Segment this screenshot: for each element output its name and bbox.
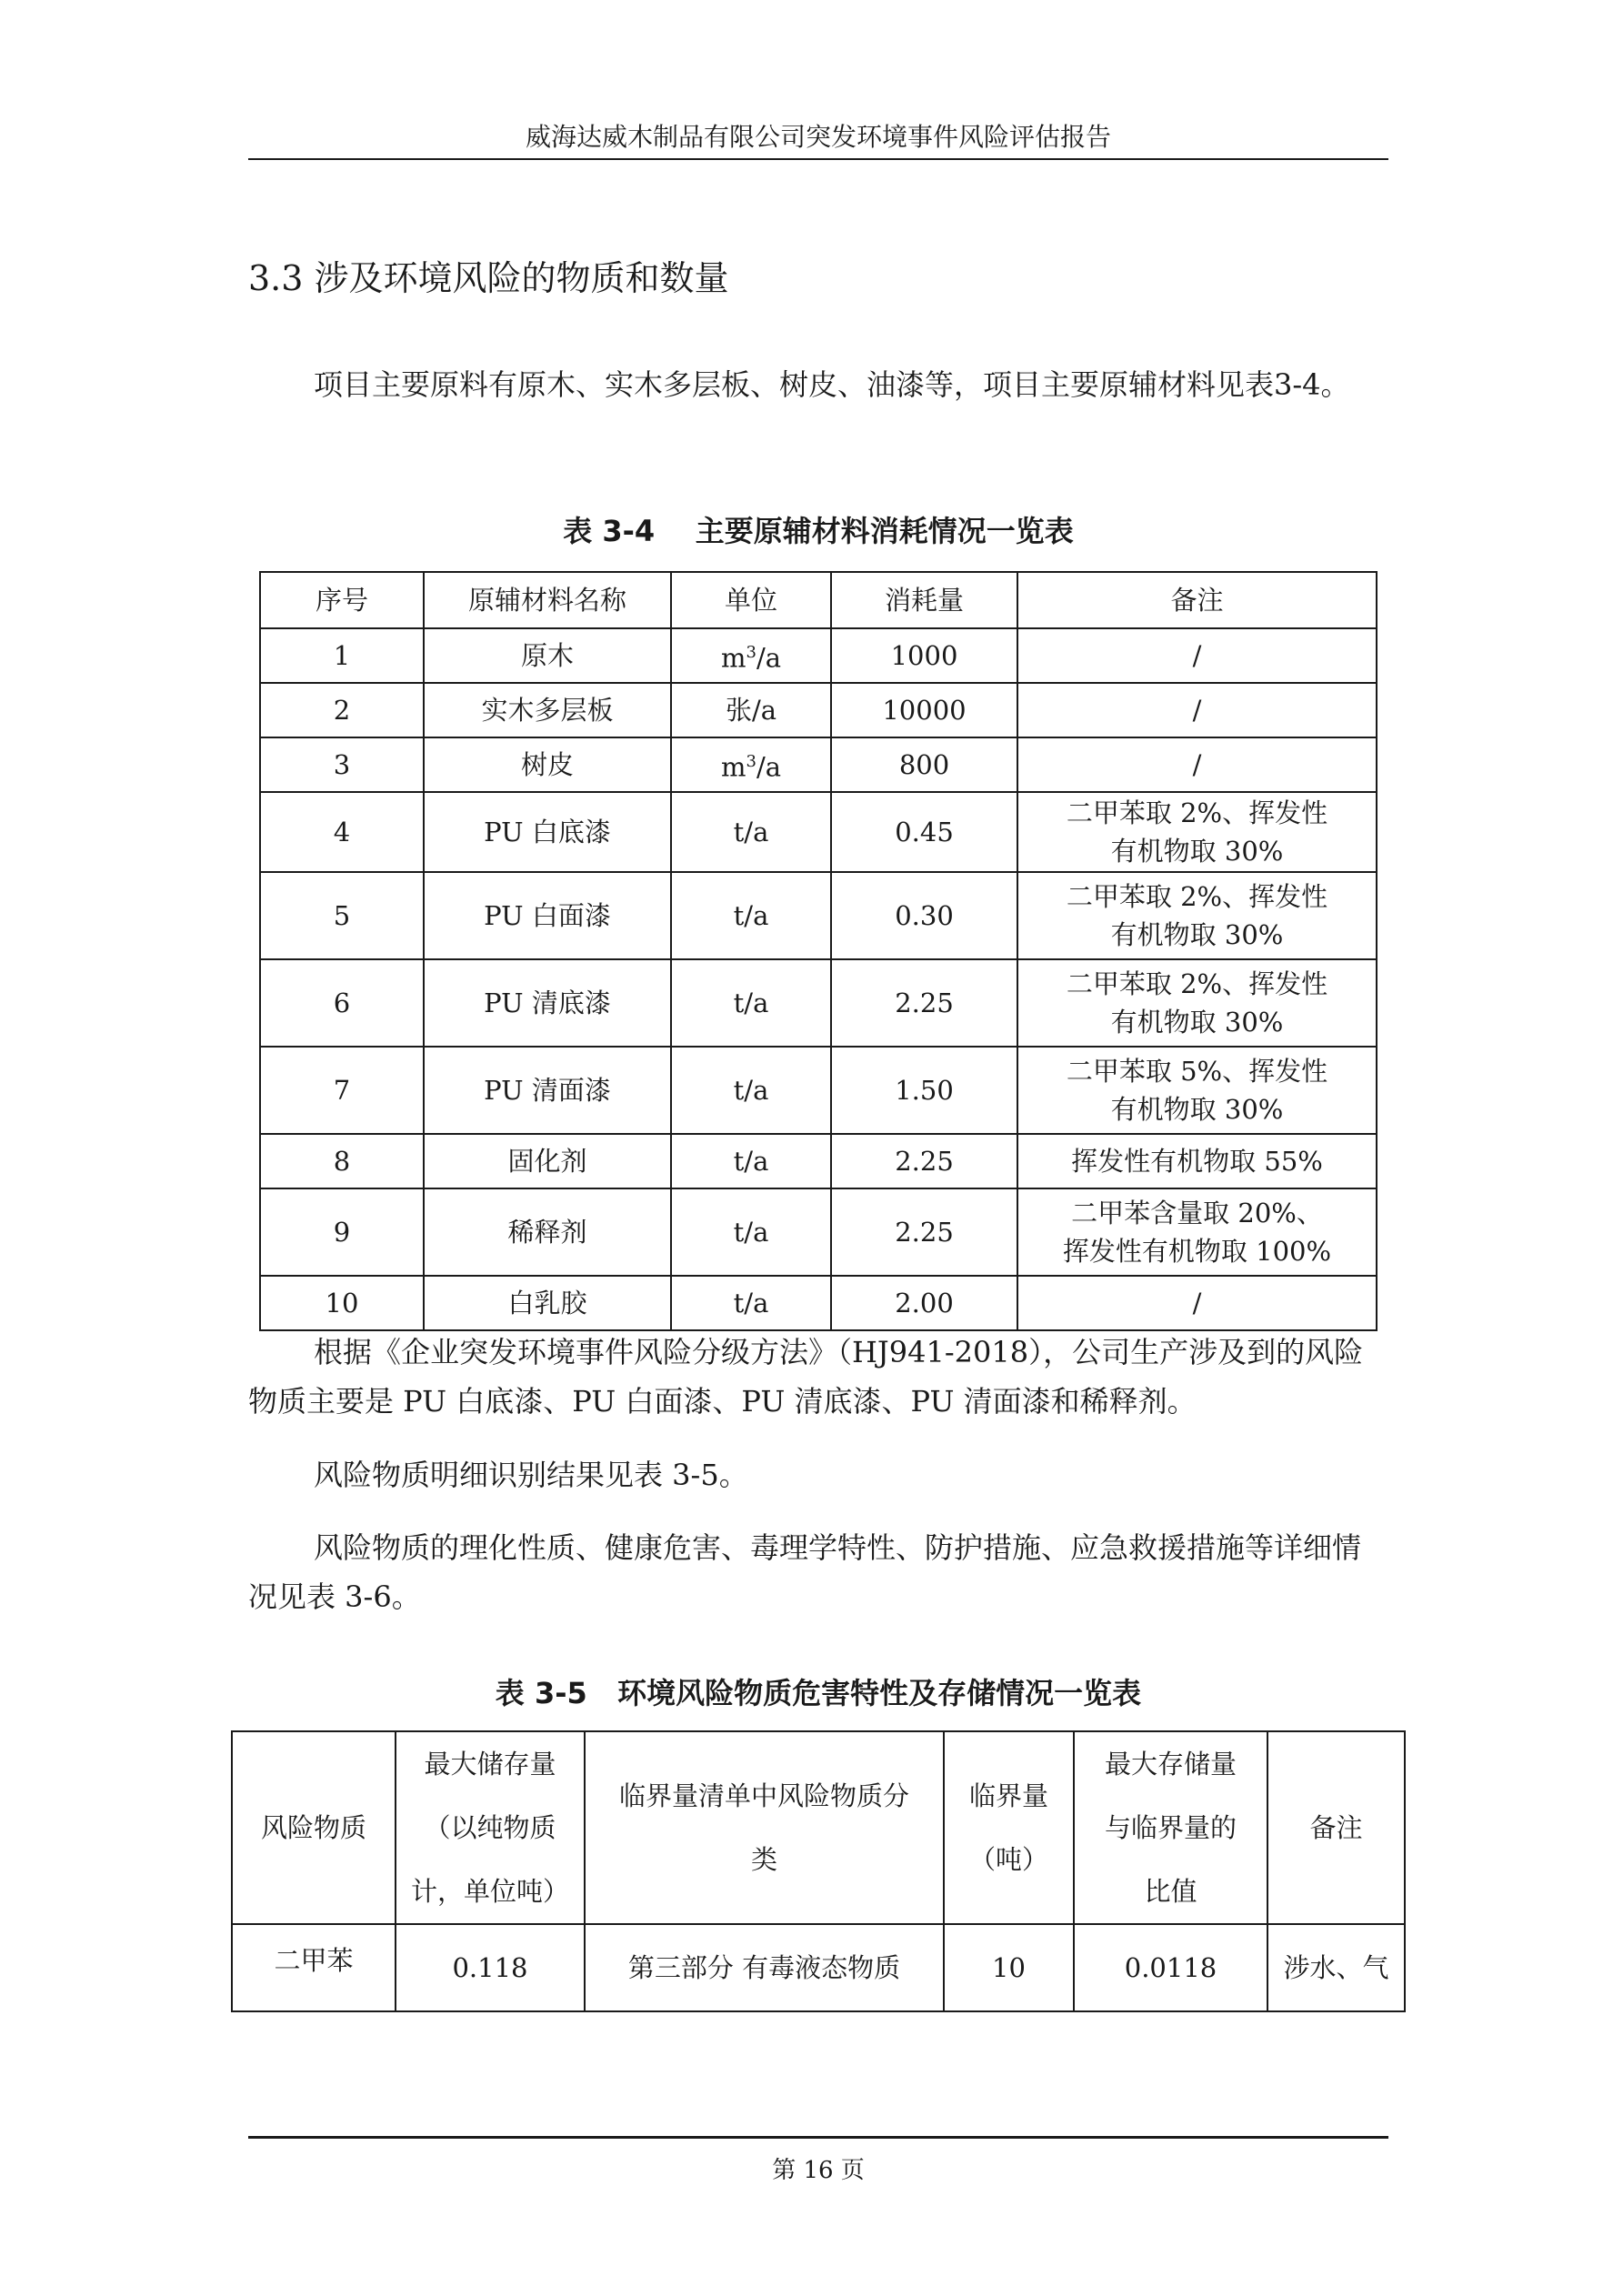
cell-no: 1 bbox=[260, 628, 424, 683]
unit-base: t/a bbox=[733, 1288, 769, 1318]
table-row bbox=[260, 1188, 1377, 1276]
cell-unit bbox=[671, 959, 831, 1047]
table-row bbox=[232, 1924, 1405, 2011]
cell-no: 2 bbox=[260, 683, 424, 737]
col-header-substance: 风险物质 bbox=[232, 1731, 396, 1924]
remark-line-1: / bbox=[1192, 1288, 1202, 1318]
table-row bbox=[260, 872, 1377, 959]
cell-ratio: 0.0118 bbox=[1074, 1924, 1267, 2011]
cell-unit bbox=[671, 1134, 831, 1188]
remark-line-1: / bbox=[1192, 640, 1202, 671]
unit-base: m bbox=[720, 751, 746, 783]
unit-base: t/a bbox=[733, 988, 769, 1018]
cell-unit bbox=[671, 737, 831, 792]
header-line: （吨） bbox=[968, 1844, 1048, 1875]
cell-unit bbox=[671, 872, 831, 959]
remark-line-1: 二甲苯含量取 20%、 bbox=[1071, 1198, 1323, 1228]
cell-amount: 2.00 bbox=[831, 1276, 1017, 1330]
cell-no: 4 bbox=[260, 792, 424, 872]
unit-base: t/a bbox=[733, 817, 769, 847]
page-header: 威海达威木制品有限公司突发环境事件风险评估报告 bbox=[525, 122, 1111, 152]
header-line: （以纯物质 bbox=[424, 1812, 556, 1843]
cell-remark bbox=[1017, 872, 1377, 959]
cell-remark bbox=[1017, 628, 1377, 683]
cell-no: 6 bbox=[260, 959, 424, 1047]
table-row bbox=[260, 1047, 1377, 1134]
cell-no: 9 bbox=[260, 1188, 424, 1276]
body-paragraph-2: 风险物质明细识别结果见表 3-5。 bbox=[314, 1458, 748, 1492]
col-header-ratio bbox=[1074, 1731, 1267, 1924]
col-header-max-storage bbox=[396, 1731, 585, 1924]
section-title: 3.3 涉及环境风险的物质和数量 bbox=[248, 258, 729, 298]
col-header-remark: 备注 bbox=[1017, 572, 1377, 628]
page-number: 第 16 页 bbox=[772, 2157, 865, 2184]
unit-base: t/a bbox=[733, 1217, 769, 1248]
cell-name: 稀释剂 bbox=[424, 1188, 671, 1276]
unit-base: t/a bbox=[733, 900, 769, 931]
cell-unit bbox=[671, 1188, 831, 1276]
cell-name: 树皮 bbox=[424, 737, 671, 792]
cell-remark bbox=[1017, 1047, 1377, 1134]
risk-table-header-row bbox=[232, 1731, 1405, 1924]
cell-name: 白乳胶 bbox=[424, 1276, 671, 1330]
unit-sup: 3 bbox=[746, 752, 756, 772]
remark-line-1: 二甲苯取 5%、挥发性 bbox=[1066, 1056, 1328, 1087]
remark-line-1: / bbox=[1192, 695, 1202, 726]
cell-amount: 10000 bbox=[831, 683, 1017, 737]
remark-line-2: 有机物取 30% bbox=[1110, 836, 1284, 867]
remark-line-1: / bbox=[1192, 749, 1202, 780]
remark-line-1: 二甲苯取 2%、挥发性 bbox=[1066, 968, 1328, 999]
cell-name: PU 白面漆 bbox=[424, 872, 671, 959]
table-row bbox=[260, 737, 1377, 792]
header-line: 与临界量的 bbox=[1104, 1812, 1237, 1843]
cell-remark bbox=[1017, 737, 1377, 792]
materials-table bbox=[259, 571, 1378, 1331]
col-header-no: 序号 bbox=[260, 572, 424, 628]
risk-substance-table bbox=[231, 1730, 1406, 2012]
remark-line-2: 有机物取 30% bbox=[1110, 1007, 1284, 1038]
cell-amount: 2.25 bbox=[831, 1188, 1017, 1276]
cell-no: 3 bbox=[260, 737, 424, 792]
cell-remark bbox=[1017, 1188, 1377, 1276]
col-header-threshold bbox=[944, 1731, 1074, 1924]
header-line: 比值 bbox=[1144, 1876, 1197, 1907]
table-row bbox=[260, 683, 1377, 737]
unit-base: 张/a bbox=[725, 695, 777, 726]
cell-no: 10 bbox=[260, 1276, 424, 1330]
body-paragraph-1: 根据《企业突发环境事件风险分级方法》（HJ941-2018），公司生产涉及到的风险物质主要是 PU 白底漆、PU 白面漆、PU 清底漆、PU 清面漆和稀释剂。 bbox=[248, 1335, 1364, 1419]
cell-amount: 2.25 bbox=[831, 1134, 1017, 1188]
unit-base: t/a bbox=[733, 1075, 769, 1106]
table-row bbox=[260, 792, 1377, 872]
cell-max-storage: 0.118 bbox=[396, 1924, 585, 2011]
unit-tail: /a bbox=[756, 642, 781, 674]
intro-paragraph: 项目主要原料有原木、实木多层板、树皮、油漆等，项目主要原辅材料见表3-4。 bbox=[314, 367, 1350, 402]
header-line: 计，单位吨） bbox=[410, 1876, 569, 1907]
table-row bbox=[260, 1134, 1377, 1188]
cell-name: PU 白底漆 bbox=[424, 792, 671, 872]
table-row bbox=[260, 1276, 1377, 1330]
col-header-remark: 备注 bbox=[1267, 1731, 1405, 1924]
cell-name: PU 清底漆 bbox=[424, 959, 671, 1047]
footer-rule bbox=[248, 2136, 1388, 2139]
cell-remark bbox=[1017, 1276, 1377, 1330]
cell-remark bbox=[1017, 1134, 1377, 1188]
cell-remark: 涉水、气 bbox=[1267, 1924, 1405, 2011]
unit-sup: 3 bbox=[746, 643, 756, 663]
header-line: 临界量清单中风险物质分 bbox=[618, 1780, 909, 1811]
cell-name: PU 清面漆 bbox=[424, 1047, 671, 1134]
header-line: 最大储存量 bbox=[424, 1749, 556, 1780]
col-header-amount: 消耗量 bbox=[831, 572, 1017, 628]
unit-base: m bbox=[720, 642, 746, 674]
remark-line-1: 二甲苯取 2%、挥发性 bbox=[1066, 881, 1328, 912]
cell-amount: 2.25 bbox=[831, 959, 1017, 1047]
cell-unit bbox=[671, 1276, 831, 1330]
materials-table-header-row bbox=[260, 572, 1377, 628]
cell-name: 原木 bbox=[424, 628, 671, 683]
cell-unit bbox=[671, 792, 831, 872]
cell-amount: 1.50 bbox=[831, 1047, 1017, 1134]
col-header-name: 原辅材料名称 bbox=[424, 572, 671, 628]
cell-substance: 二甲苯 bbox=[232, 1924, 396, 2011]
col-header-unit: 单位 bbox=[671, 572, 831, 628]
header-line: 类 bbox=[750, 1844, 777, 1875]
cell-remark bbox=[1017, 959, 1377, 1047]
remark-line-1: 二甲苯取 2%、挥发性 bbox=[1066, 797, 1328, 828]
cell-category: 第三部分 有毒液态物质 bbox=[585, 1924, 944, 2011]
cell-name: 实木多层板 bbox=[424, 683, 671, 737]
cell-amount: 0.30 bbox=[831, 872, 1017, 959]
cell-amount: 1000 bbox=[831, 628, 1017, 683]
header-rule bbox=[248, 158, 1388, 160]
header-line: 临界量 bbox=[968, 1780, 1048, 1811]
cell-threshold: 10 bbox=[944, 1924, 1074, 2011]
table-3-5-caption: 表 3-5 环境风险物质危害特性及存储情况一览表 bbox=[495, 1676, 1142, 1710]
remark-line-2: 有机物取 30% bbox=[1110, 1094, 1284, 1125]
cell-amount: 0.45 bbox=[831, 792, 1017, 872]
table-3-4-caption: 表 3-4 主要原辅材料消耗情况一览表 bbox=[563, 514, 1074, 548]
cell-remark bbox=[1017, 792, 1377, 872]
header-line: 最大存储量 bbox=[1104, 1749, 1237, 1780]
body-paragraph-3: 风险物质的理化性质、健康危害、毒理学特性、防护措施、应急救援措施等详细情况见表 3-6。 bbox=[248, 1530, 1362, 1614]
cell-unit bbox=[671, 628, 831, 683]
table-row bbox=[260, 959, 1377, 1047]
cell-name: 固化剂 bbox=[424, 1134, 671, 1188]
table-row bbox=[260, 628, 1377, 683]
cell-no: 5 bbox=[260, 872, 424, 959]
remark-line-2: 有机物取 30% bbox=[1110, 919, 1284, 950]
unit-base: t/a bbox=[733, 1146, 769, 1177]
cell-unit bbox=[671, 683, 831, 737]
cell-amount: 800 bbox=[831, 737, 1017, 792]
cell-remark bbox=[1017, 683, 1377, 737]
cell-no: 8 bbox=[260, 1134, 424, 1188]
cell-unit bbox=[671, 1047, 831, 1134]
remark-line-2: 挥发性有机物取 100% bbox=[1062, 1236, 1332, 1267]
cell-no: 7 bbox=[260, 1047, 424, 1134]
unit-tail: /a bbox=[756, 751, 781, 783]
remark-line-1: 挥发性有机物取 55% bbox=[1071, 1146, 1323, 1177]
col-header-category bbox=[585, 1731, 944, 1924]
